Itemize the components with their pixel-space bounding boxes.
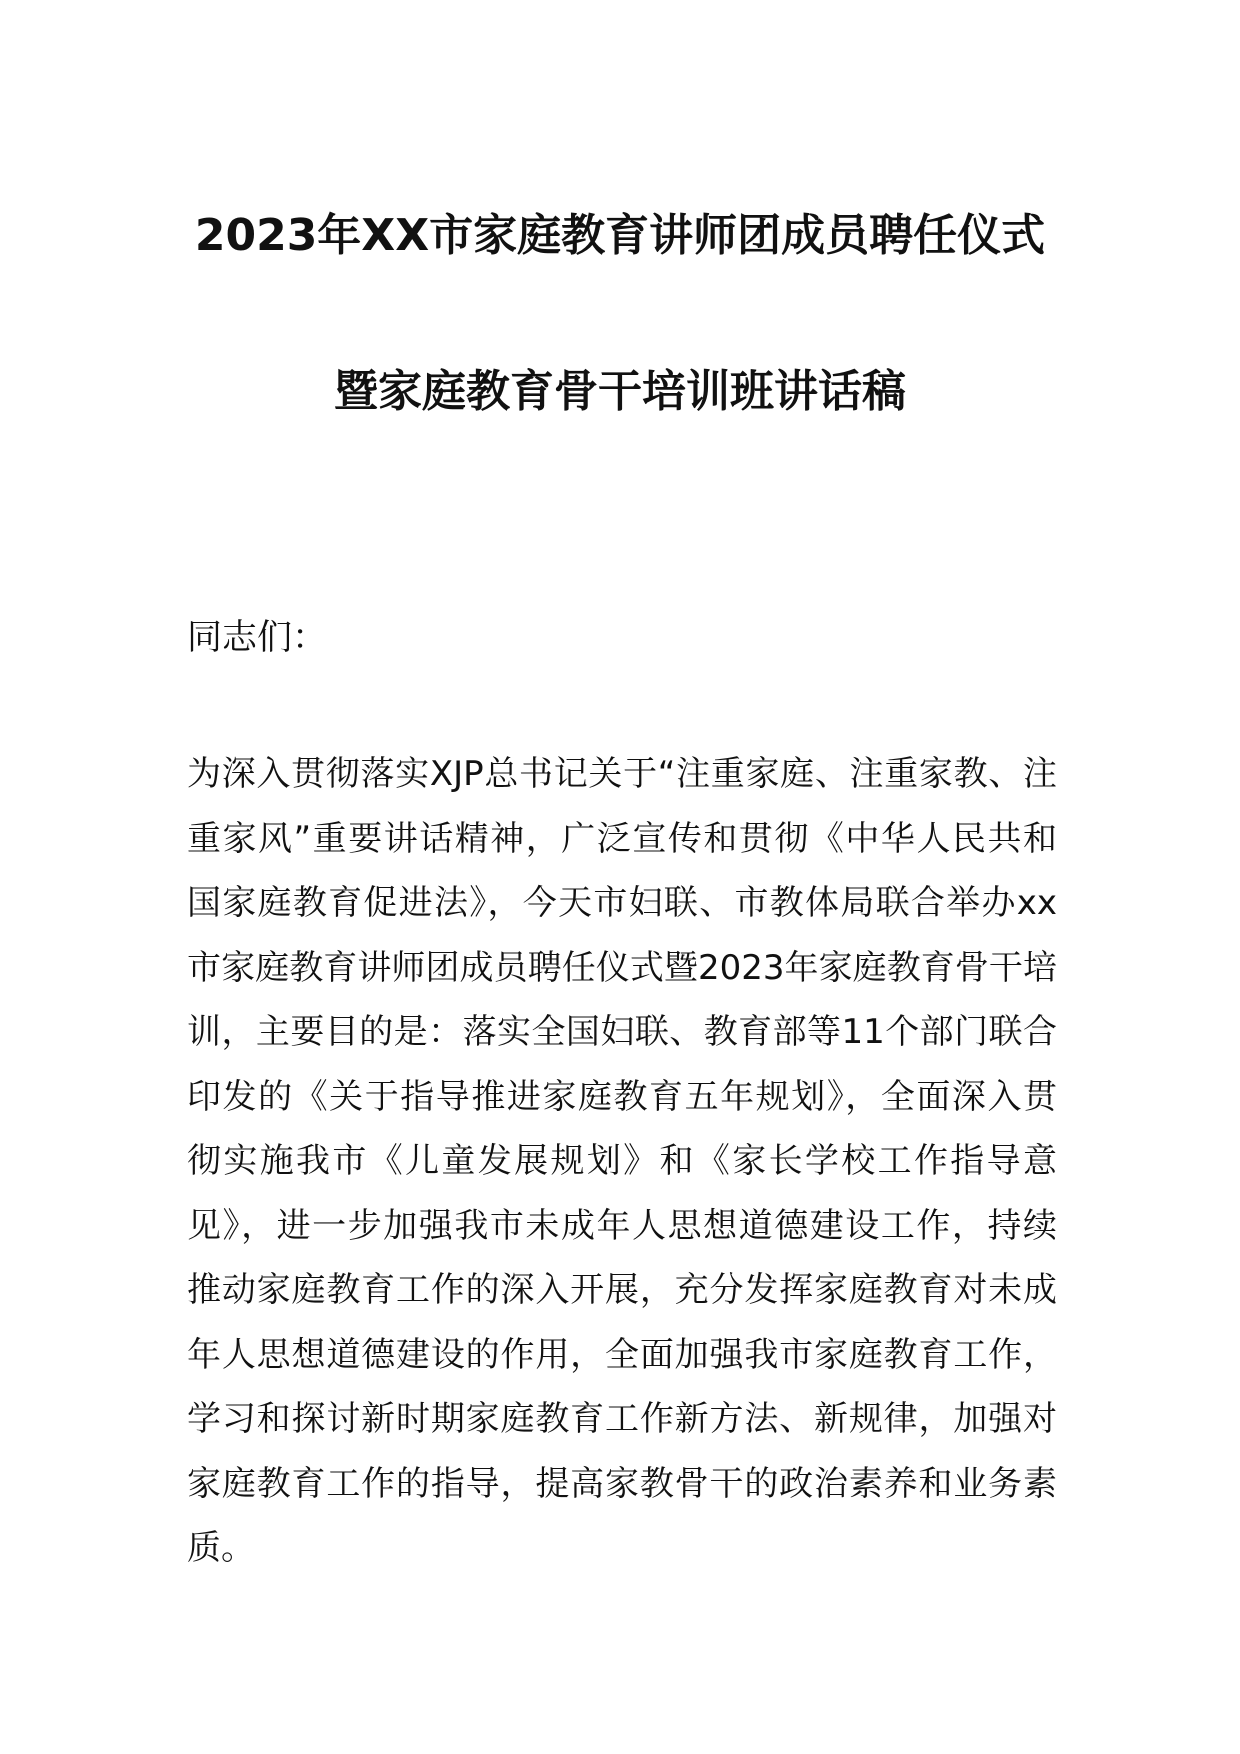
salutation: 同志们： [187, 618, 328, 658]
paragraph-line: 学习和探讨新时期家庭教育工作新方法、新规律，加强对 [187, 1399, 1057, 1439]
paragraph-line: 年人思想道德建设的作用，全面加强我市家庭教育工作， [187, 1334, 1057, 1375]
paragraph-line: 家庭教育工作的指导，提高家教骨干的政治素养和业务素 [187, 1463, 1057, 1504]
paragraph-line: 质。 [187, 1528, 255, 1568]
paragraph-line: 推动家庭教育工作的深入开展，充分发挥家庭教育对未成 [187, 1270, 1057, 1310]
paragraph-line: 市家庭教育讲师团成员聘任仪式暨2023年家庭教育骨干培 [187, 947, 1057, 988]
paragraph-line: 为深入贯彻落实XJP总书记关于“注重家庭、注重家教、注 [187, 754, 1057, 794]
document-title-line-2: 暨家庭教育骨干培训班讲话稿 [334, 366, 906, 417]
paragraph-line: 彻实施我市《儿童发展规划》和《家长学校工作指导意 [187, 1141, 1057, 1181]
paragraph-line: 训，主要目的是：落实全国妇联、教育部等11个部门联合 [187, 1012, 1057, 1052]
paragraph-line: 见》，进一步加强我市未成年人思想道德建设工作，持续 [187, 1205, 1057, 1246]
body-paragraph [187, 742, 1057, 1581]
document-title-line-1: 2023年XX市家庭教育讲师团成员聘任仪式 [194, 210, 1046, 261]
paragraph-line: 印发的《关于指导推进家庭教育五年规划》，全面深入贯 [187, 1076, 1057, 1117]
paragraph-line: 国家庭教育促进法》，今天市妇联、市教体局联合举办xx [187, 883, 1057, 923]
paragraph-line: 重家风”重要讲话精神，广泛宣传和贯彻《中华人民共和 [187, 818, 1057, 859]
